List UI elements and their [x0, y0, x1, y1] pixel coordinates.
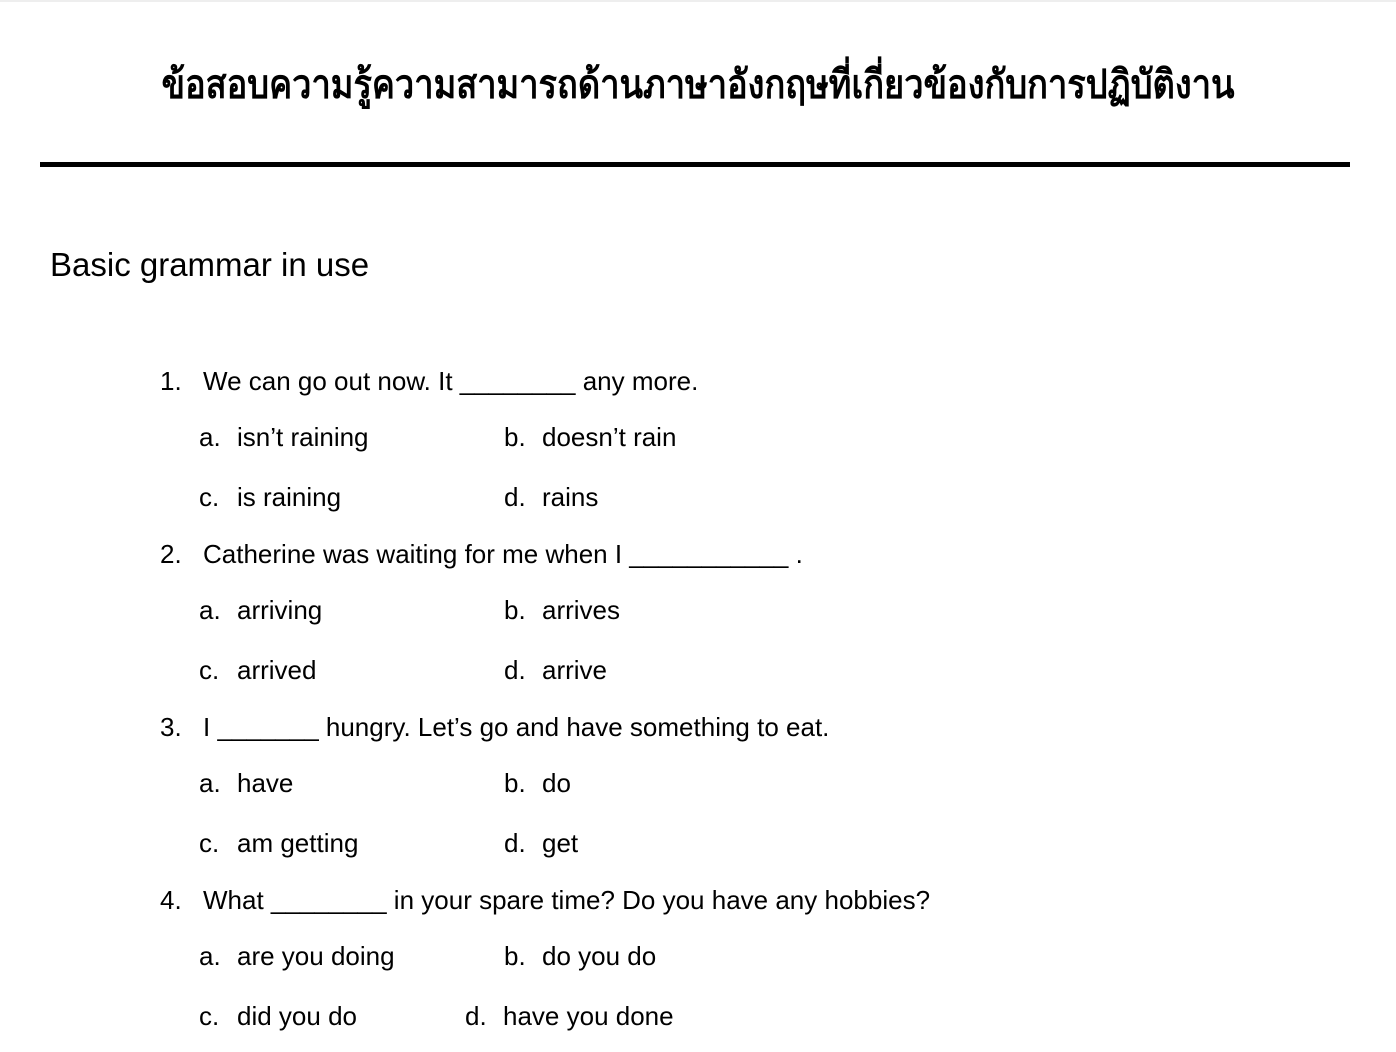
option-letter: d.	[465, 1001, 487, 1031]
option-letter: c.	[199, 482, 220, 512]
answer-option[interactable]	[199, 1001, 357, 1032]
question-number: 1.	[160, 366, 182, 396]
option-text: have you done	[503, 1001, 674, 1031]
option-text: arrive	[542, 655, 608, 685]
answer-option[interactable]	[504, 655, 607, 686]
answer-option[interactable]	[504, 941, 656, 972]
option-letter: b.	[504, 941, 526, 971]
answer-option[interactable]	[199, 422, 369, 453]
question-4	[160, 885, 930, 916]
answer-option[interactable]	[199, 595, 322, 626]
answer-option[interactable]	[504, 482, 598, 513]
option-text: isn’t raining	[237, 422, 369, 452]
option-letter: d.	[504, 828, 526, 858]
answer-option[interactable]	[199, 482, 341, 513]
answer-option[interactable]	[199, 828, 358, 859]
option-text: are you doing	[237, 941, 395, 971]
question-2	[160, 539, 803, 570]
question-number: 3.	[160, 712, 182, 742]
question-number: 4.	[160, 885, 182, 915]
question-text: We can go out now. It ________ any more.	[203, 366, 699, 396]
option-text: arrived	[237, 655, 317, 685]
question-text: I _______ hungry. Let’s go and have something to eat.	[203, 712, 830, 742]
option-letter: d.	[504, 482, 526, 512]
option-text: do	[542, 768, 571, 798]
question-text: Catherine was waiting for me when I ___________ .	[203, 539, 803, 569]
option-text: did you do	[237, 1001, 357, 1031]
answer-option[interactable]	[465, 1001, 674, 1032]
option-letter: b.	[504, 422, 526, 452]
option-text: have	[237, 768, 294, 798]
option-letter: a.	[199, 941, 221, 971]
option-letter: a.	[199, 768, 221, 798]
answer-option[interactable]	[199, 941, 395, 972]
option-letter: b.	[504, 595, 526, 625]
option-text: arriving	[237, 595, 323, 625]
title-divider	[40, 162, 1350, 167]
option-text: am getting	[237, 828, 359, 858]
answer-option[interactable]	[504, 768, 571, 799]
answer-option[interactable]	[199, 655, 316, 686]
answer-option[interactable]	[504, 422, 676, 453]
page-top-border	[0, 0, 1396, 2]
option-text: doesn’t rain	[542, 422, 677, 452]
option-letter: a.	[199, 595, 221, 625]
option-letter: d.	[504, 655, 526, 685]
answer-option[interactable]	[199, 768, 293, 799]
question-number: 2.	[160, 539, 182, 569]
option-letter: b.	[504, 768, 526, 798]
option-letter: a.	[199, 422, 221, 452]
question-text: What ________ in your spare time? Do you have any hobbies?	[203, 885, 931, 915]
document-title: ข้อสอบความรู้ความสามารถด้านภาษาอังกฤษที่เกี่ยวข้องกับการปฏิบัติงาน	[161, 62, 1235, 108]
option-text: arrives	[542, 595, 621, 625]
answer-option[interactable]	[504, 595, 620, 626]
option-letter: c.	[199, 1001, 220, 1031]
option-text: is raining	[237, 482, 342, 512]
option-text: get	[542, 828, 579, 858]
question-3	[160, 712, 829, 743]
question-1	[160, 366, 698, 397]
option-letter: c.	[199, 655, 220, 685]
section-heading: Basic grammar in use	[50, 246, 370, 283]
option-text: do you do	[542, 941, 657, 971]
option-text: rains	[542, 482, 599, 512]
option-letter: c.	[199, 828, 220, 858]
answer-option[interactable]	[504, 828, 578, 859]
